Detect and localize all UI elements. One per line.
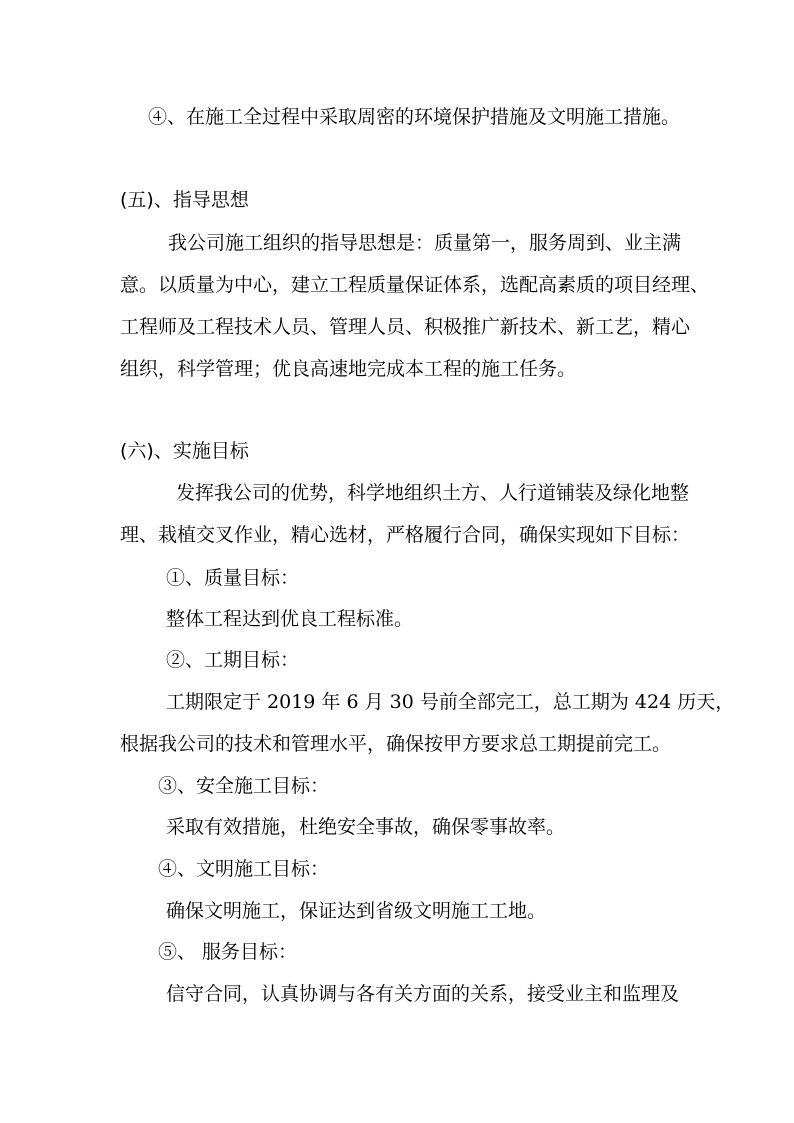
goal-quality-text: 整体工程达到优良工程标准。 bbox=[166, 608, 414, 630]
goal-quality-title: ①、质量目标： bbox=[166, 567, 300, 589]
goal-schedule-text-1: 工期限定于 2019 年 6 月 30 号前全部完工，总工期为 424 历天， bbox=[166, 691, 735, 713]
goal-service-title: ⑤、 服务目标： bbox=[158, 941, 298, 963]
environment-measure-item: ④、在施工全过程中采取周密的环境保护措施及文明施工措施。 bbox=[148, 106, 681, 128]
section5-line-2: 意。以质量为中心，建立工程质量保证体系，选配高素质的项目经理、 bbox=[120, 274, 710, 296]
goal-safety-title: ③、安全施工目标： bbox=[158, 775, 330, 797]
goal-safety-text: 采取有效措施，杜绝安全事故，确保零事故率。 bbox=[166, 816, 566, 838]
section5-line-4: 组织，科学管理；优良高速地完成本工程的施工任务。 bbox=[120, 358, 577, 380]
goal-civilized-text: 确保文明施工，保证达到省级文明施工工地。 bbox=[166, 900, 547, 922]
section5-heading: (五)、指导思想 bbox=[120, 189, 249, 211]
goal-schedule-title: ②、工期目标： bbox=[166, 649, 300, 671]
goal-service-text: 信守合同，认真协调与各有关方面的关系，接受业主和监理及 bbox=[166, 983, 680, 1005]
goal-schedule-text-2: 根据我公司的技术和管理水平，确保按甲方要求总工期提前完工。 bbox=[120, 733, 672, 755]
section6-heading: (六)、实施目标 bbox=[120, 440, 249, 462]
goal-civilized-title: ④、文明施工目标： bbox=[158, 858, 330, 880]
section5-line-3: 工程师及工程技术人员、管理人员、积极推广新技术、新工艺，精心 bbox=[120, 316, 691, 338]
section6-intro-line-1: 发挥我公司的优势，科学地组织土方、人行道铺装及绿化地整 bbox=[176, 482, 690, 504]
section6-intro-line-2: 理、栽植交叉作业，精心选材，严格履行合同，确保实现如下目标： bbox=[120, 524, 691, 546]
section5-line-1: 我公司施工组织的指导思想是：质量第一，服务周到、业主满 bbox=[168, 232, 682, 254]
